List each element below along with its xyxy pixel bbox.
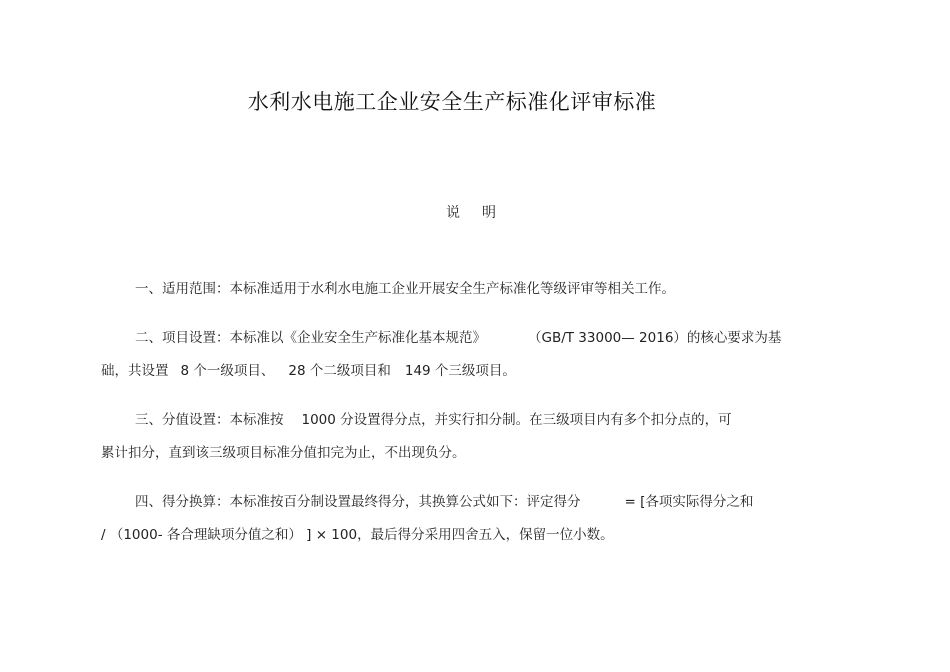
- document-title: 水利水电施工企业安全生产标准化评审标准: [247, 90, 657, 114]
- text-run: 28 个二级项目和: [288, 363, 391, 379]
- text-run: （GB/T 33000— 2016）的核心要求为基: [528, 330, 782, 346]
- section-heading-char-1: 说: [446, 205, 460, 221]
- paragraph-line: [101, 355, 846, 388]
- section-heading-char-2: 明: [482, 205, 496, 221]
- text-run: 三、分值设置：本标准按: [135, 412, 284, 428]
- text-run: 8 个一级项目、: [180, 363, 275, 379]
- text-run: 础，共设置: [101, 363, 169, 379]
- paragraph-line: / （1000- 各合理缺项分值之和） ] × 100，最后得分采用四舍五入，保留一位小数。: [101, 527, 614, 543]
- paragraph-line: 累计扣分，直到该三级项目标准分值扣完为止，不出现负分。: [101, 445, 466, 461]
- text-run: 149 个三级项目。: [404, 363, 516, 379]
- text-run: 四、得分换算：本标准按百分制设置最终得分，其换算公式如下：评定得分: [135, 494, 581, 510]
- paragraph-line: [101, 486, 846, 519]
- paragraph-line: [101, 404, 846, 437]
- paragraph-line: 一、适用范围：本标准适用于水利水电施工企业开展安全生产标准化等级评审等相关工作。: [135, 281, 675, 297]
- paragraph-items: [101, 322, 846, 388]
- paragraph-scoring: [101, 404, 846, 470]
- section-heading: [0, 202, 942, 222]
- text-run: = [各项实际得分之和: [624, 494, 754, 510]
- paragraph-scope: [101, 273, 846, 306]
- paragraph-line: [101, 322, 846, 355]
- text-run: 二、项目设置：本标准以《企业安全生产标准化基本规范》: [135, 330, 486, 346]
- text-run: 1000 分设置得分点，并实行扣分制。在三级项目内有多个扣分点的，可: [301, 412, 732, 428]
- paragraph-conversion: [101, 486, 846, 552]
